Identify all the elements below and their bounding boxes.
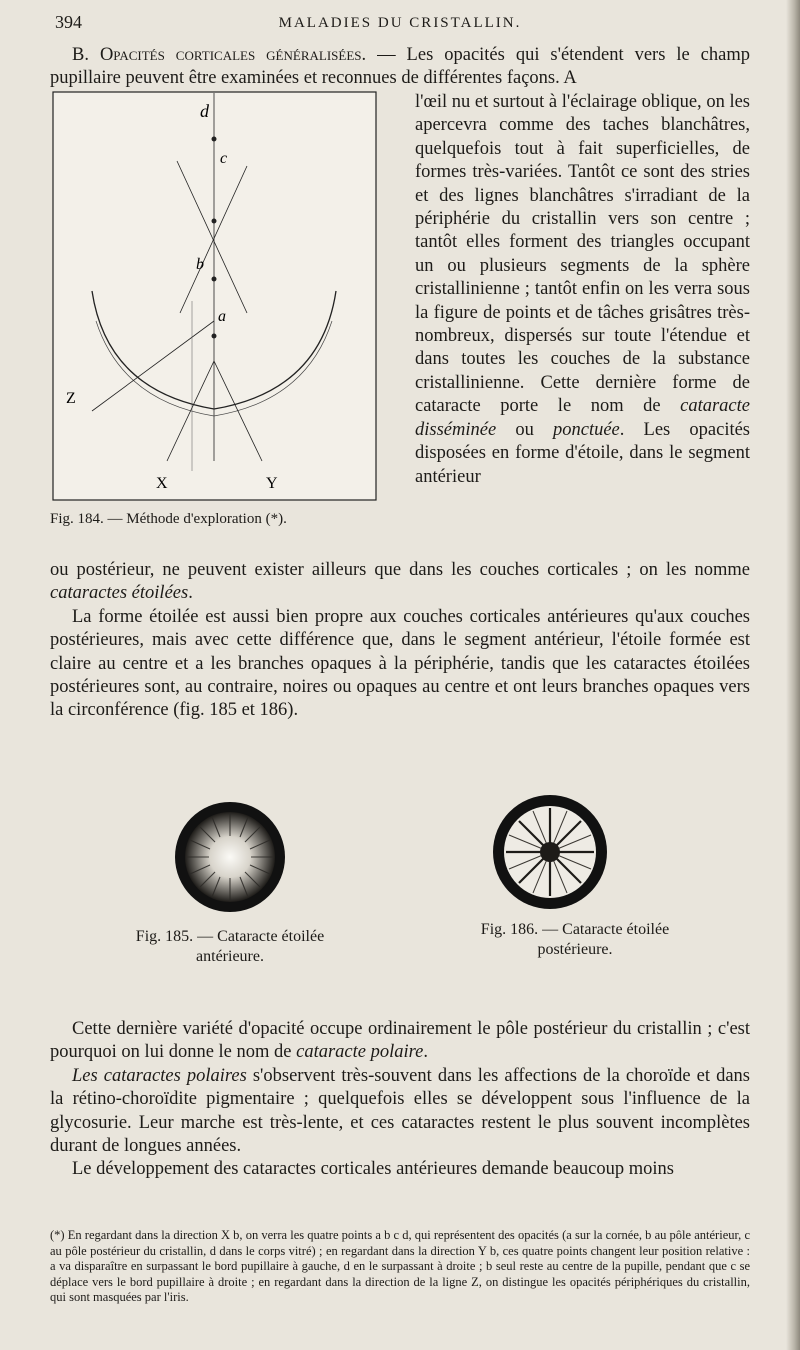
fig184-label-a: a — [218, 308, 226, 325]
figure-184-caption: Fig. 184. — Méthode d'exploration (*). — [50, 511, 287, 527]
figure-184-diagram — [52, 91, 377, 501]
lower-text — [50, 1018, 750, 1182]
figure-185-caption: Fig. 185. — Cataracte étoilée antérieure. — [135, 928, 325, 965]
figure-185-anterior-star-cataract — [170, 800, 290, 915]
fig184-label-c: c — [220, 150, 228, 167]
running-title: MALADIES DU CRISTALLIN. — [278, 15, 522, 31]
continuation-paragraph: ou postérieur, ne peuvent exister ailleurs que dans les couches corticales ; on les nomme cataractes étoilées. — [50, 560, 750, 604]
figure-186-caption: Fig. 186. — Cataracte étoilée postérieure. — [480, 921, 670, 958]
book-spine-shadow — [786, 0, 800, 1350]
term-cataractes-etoilees: cataractes étoilées — [50, 583, 189, 604]
section-heading: Opacités corticales généralisées. — [99, 45, 367, 65]
fig184-label-x: X — [156, 475, 168, 492]
paragraph-cataractes-polaires: Les cataractes polaires s'observent très-souvent dans les affections de la choroïde et dans la rétino-choroïdite pigmentaire ; quelquefois elles se développent sous l'influence de la glycosurie. Leur marche est très-lente, et ces cataractes restent le plus souvent incomplètes durant de longues années. — [50, 1065, 750, 1157]
footnote-fig184: (*) En regardant dans la direction X b, on verra les quatre points a b c d, qui représentent des opacités (a sur la cornée, b au pôle antérieur, c au pôle postérieur du cristallin, d dans le corps vitré) ; en regardant dans la direction Y b, ces quatre points changent leur position relative : a va disparaître en surpassant le bord pupillaire à gauche, d en le surpassant à droite ; b seul reste au centre de la pupille, pendant que c se déplace vers le bord pupillaire à droite ; en regardant dans la direction de la ligne Z, on distingue les opacités périphériques du cristallin, qui sont masquées par l'iris. — [50, 1228, 750, 1304]
paragraph-developpement: Le développement des cataractes corticales antérieures demande beaucoup moins — [72, 1159, 674, 1180]
body-text — [50, 559, 750, 723]
term-cataracte-disseminee: cataracte disséminée — [415, 396, 750, 440]
term-ponctuee: ponctuée — [552, 419, 620, 440]
right-column-text: l'œil nu et surtout à l'éclairage oblique, on les apercevra comme des taches blanchâtres, quelquefois tout à fait superficielles, de formes très-variées. Tantôt ce sont des stries et des lignes blanchâtres s'irradiant de la périphérie du cristallin vers son centre ; tantôt elles forment des triangles occupant un ou plusieurs segments de la sphère cristallinienne ; tantôt enfin on les verra sous la figure de points et de tâches grisâtres très-nombreux, dispersés sur toute l'étendue et dans toutes les couches de la substance cristallinienne. Cette dernière forme de cataracte porte le nom de cataracte disséminée ou ponctuée. Les opacités disposées en forme d'étoile, dans le segment antérieur — [415, 92, 751, 487]
term-cataracte-polaire: cataracte polaire — [296, 1042, 424, 1063]
fig184-label-z: Z — [66, 390, 76, 407]
fig184-label-d: d — [200, 101, 209, 121]
fig184-label-b: b — [196, 256, 204, 273]
fig184-label-y: Y — [266, 475, 278, 492]
section-intro — [50, 44, 750, 91]
paragraph-forme-etoilee: La forme étoilée est aussi bien propre aux couches corticales antérieures qu'aux couches postérieures, mais avec cette différence que, dans le segment antérieur, l'étoile formée est claire au centre et a les branches opaques à la périphérie, tandis que les cataractes étoilées postérieures sont, au contraire, noires ou opaques au centre et ont leurs branches opaques vers la circonférence (fig. 185 et 186). — [50, 606, 750, 721]
term-cataractes-polaires: Les cataractes polaires — [72, 1065, 247, 1086]
running-header — [55, 12, 745, 38]
page-number: 394 — [55, 12, 82, 32]
section-label: B. — [72, 45, 89, 65]
paragraph-cataracte-polaire: Cette dernière variété d'opacité occupe ordinairement le pôle postérieur du cristallin ; c'est pourquoi on lui donne le nom de cataracte polaire. — [50, 1019, 750, 1063]
section-intro-text: — Les opacités qui s'étendent vers le champ pupillaire peuvent être examinées et reconnues de différentes façons. A — [50, 45, 750, 89]
figure-186-posterior-star-cataract — [490, 792, 610, 912]
